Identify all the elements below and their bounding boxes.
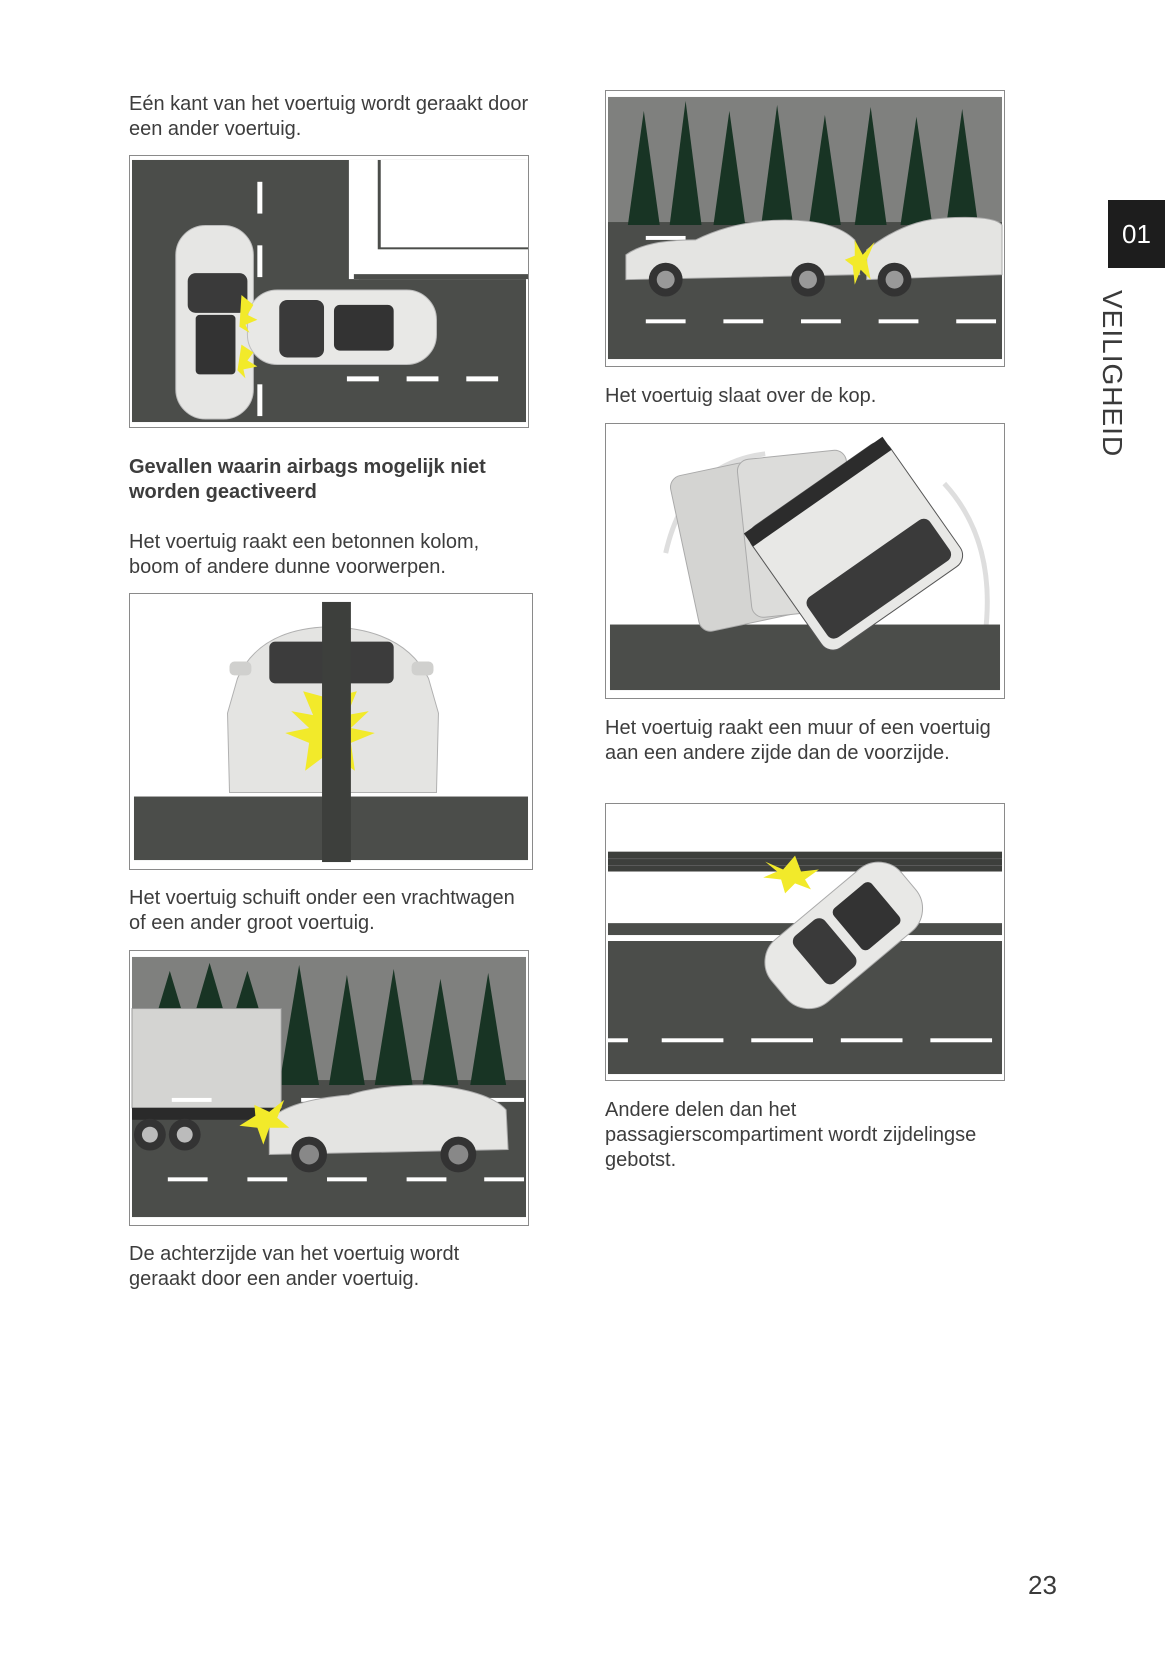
- caption-under-truck: Het voertuig schuift onder een vrachtwagen of een ander groot voertuig.: [129, 887, 515, 934]
- chapter-title: VEILIGHEID: [1097, 290, 1128, 458]
- rear-impact-illustration: [605, 90, 1005, 367]
- chapter-tab: [1108, 200, 1165, 268]
- caption-non-passenger: Andere delen dan het passagierscompartiment wordt zijdelingse gebotst.: [605, 1099, 977, 1171]
- caption-rear-impact: De achterzijde van het voertuig wordt geraakt door een ander voertuig.: [129, 1243, 460, 1290]
- angled-wall-impact-illustration: [605, 803, 1005, 1081]
- chapter-number: 01: [1122, 218, 1151, 249]
- side-impact-illustration: [129, 155, 529, 428]
- section-heading: Gevallen waarin airbags mogelijk niet worden geactiveerd: [129, 456, 486, 503]
- page-number: 23: [1028, 1570, 1057, 1600]
- caption-wall-side: Het voertuig raakt een muur of een voertuig aan een andere zijde dan de voorzijde.: [605, 717, 991, 764]
- caption-rollover: Het voertuig slaat over de kop.: [605, 385, 877, 407]
- intro-caption: Eén kant van het voertuig wordt geraakt door een ander voertuig.: [129, 93, 529, 140]
- rollover-illustration: [605, 423, 1005, 699]
- under-truck-illustration: [129, 950, 529, 1226]
- caption-concrete-column: Het voertuig raakt een betonnen kolom, boom of andere dunne voorwerpen.: [129, 531, 480, 578]
- pole-impact-illustration: [129, 593, 533, 870]
